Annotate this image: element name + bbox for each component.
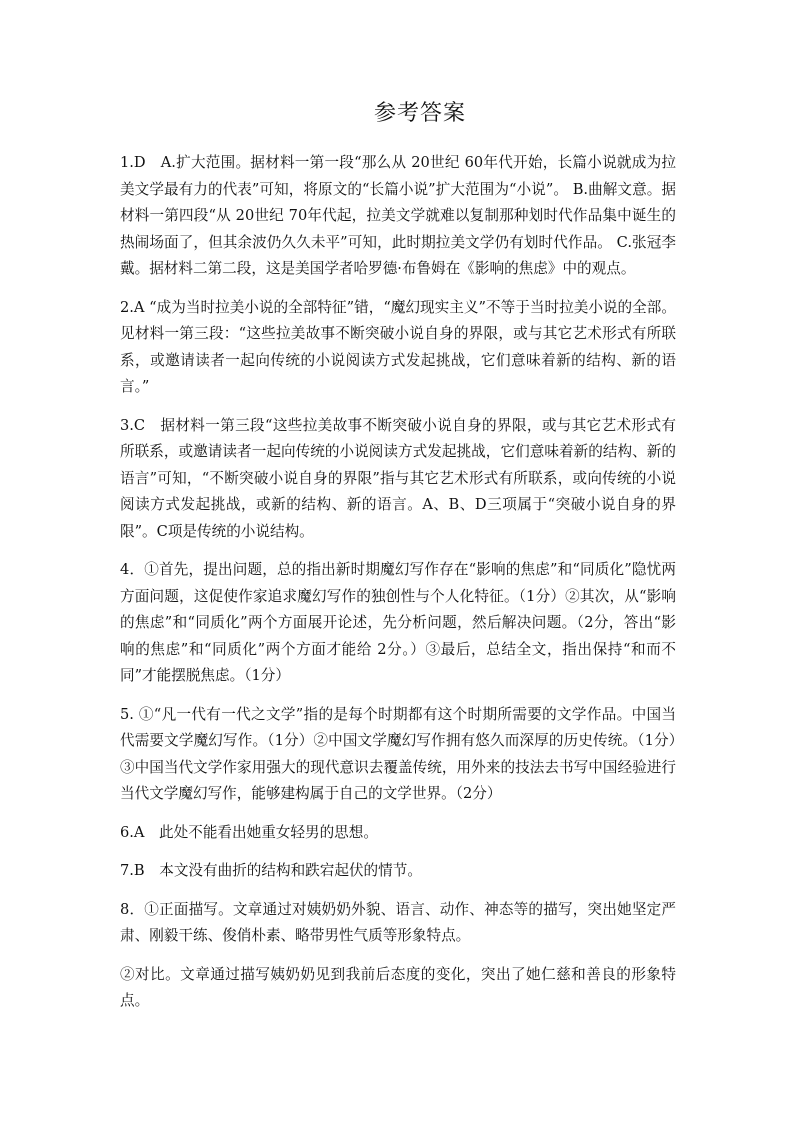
answer-paragraph-3: 3.C 据材料一第三段“这些拉美故事不断突破小说自身的界限，或与其它艺术形式有所联系，或邀请读者一起向传统的小说阅读方式发起挑战，它们意味着新的结构、新的语言”可知，“不断突破小说自身的界限”指与其它艺术形式有所联系，或向传统的小说阅读方式发起挑战，或新的结构、新的语言。A、B、D三项属于“突破小说自身的界限”。C项是传统的小说结构。 (120, 416, 676, 540)
answer-paragraph-9: ②对比。文章通过描写姨奶奶见到我前后态度的变化，突出了她仁慈和善良的形象特点。 (120, 965, 676, 1009)
answer-paragraph-7: 7.B 本文没有曲折的结构和跌宕起伏的情节。 (120, 862, 422, 879)
answer-paragraph-2: 2.A “成为当时拉美小说的全部特征”错，“魔幻现实主义”不等于当时拉美小说的全部。见材料一第三段：“这些拉美故事不断突破小说自身的界限，或与其它艺术形式有所联系，或邀请读者一起向传统的小说阅读方式发起挑战，它们意味着新的结构、新的语言。” (120, 298, 676, 395)
answer-paragraph-4: 4．①首先，提出问题，总的指出新时期魔幻写作存在“影响的焦虑”和“同质化”隐忧两方面问题，这促使作家追求魔幻写作的独创性与个人化特征。（1分）②其次，从“影响的焦虑”和“同质化”两个方面展开论述，先分析问题，然后解决问题。（2分，答出“影响的焦虑”和“同质化”两个方面才能给 2分。）③最后，总结全文，指出保持“和而不同”才能摆脱焦虑。（1分） (120, 561, 676, 684)
answer-paragraph-5: 5. ①“凡一代有一代之文学”指的是每个时期都有这个时期所需要的文学作品。中国当代需要文学魔幻写作。（1分）②中国文学魔幻写作拥有悠久而深厚的历史传统。（1分）③中国当代文学作家用强大的现代意识去覆盖传统，用外来的技法去书写中国经验进行当代文学魔幻写作，能够建构属于自己的文学世界。（2分） (120, 705, 676, 802)
answer-body (120, 150, 676, 1027)
answer-paragraph-6: 6.A 此处不能看出她重女轻男的思想。 (120, 823, 378, 841)
page-title: 参考答案 (373, 101, 466, 126)
answer-paragraph-1: 1.D A.扩大范围。据材料一第一段“那么从 20世纪 60年代开始，长篇小说就成为拉美文学最有力的代表”可知，将原文的“长篇小说”扩大范围为“小说”。 B.曲解文意。据材料一第四段“从 20世纪 70年代起，拉美文学就难以复制那种划时代作品集中诞生的热闹场面了，但其余波仍久久未平”可知，此时期拉美文学仍有划时代作品。 C.张冠李戴。据材料二第二段，这是美国学者哈罗德·布鲁姆在《影响的焦虑》中的观点。 (120, 154, 676, 277)
answer-paragraph-8: 8．①正面描写。文章通过对姨奶奶外貌、语言、动作、神态等的描写，突出她坚定严肃、刚毅干练、俊俏朴素、略带男性气质等形象特点。 (120, 900, 676, 944)
